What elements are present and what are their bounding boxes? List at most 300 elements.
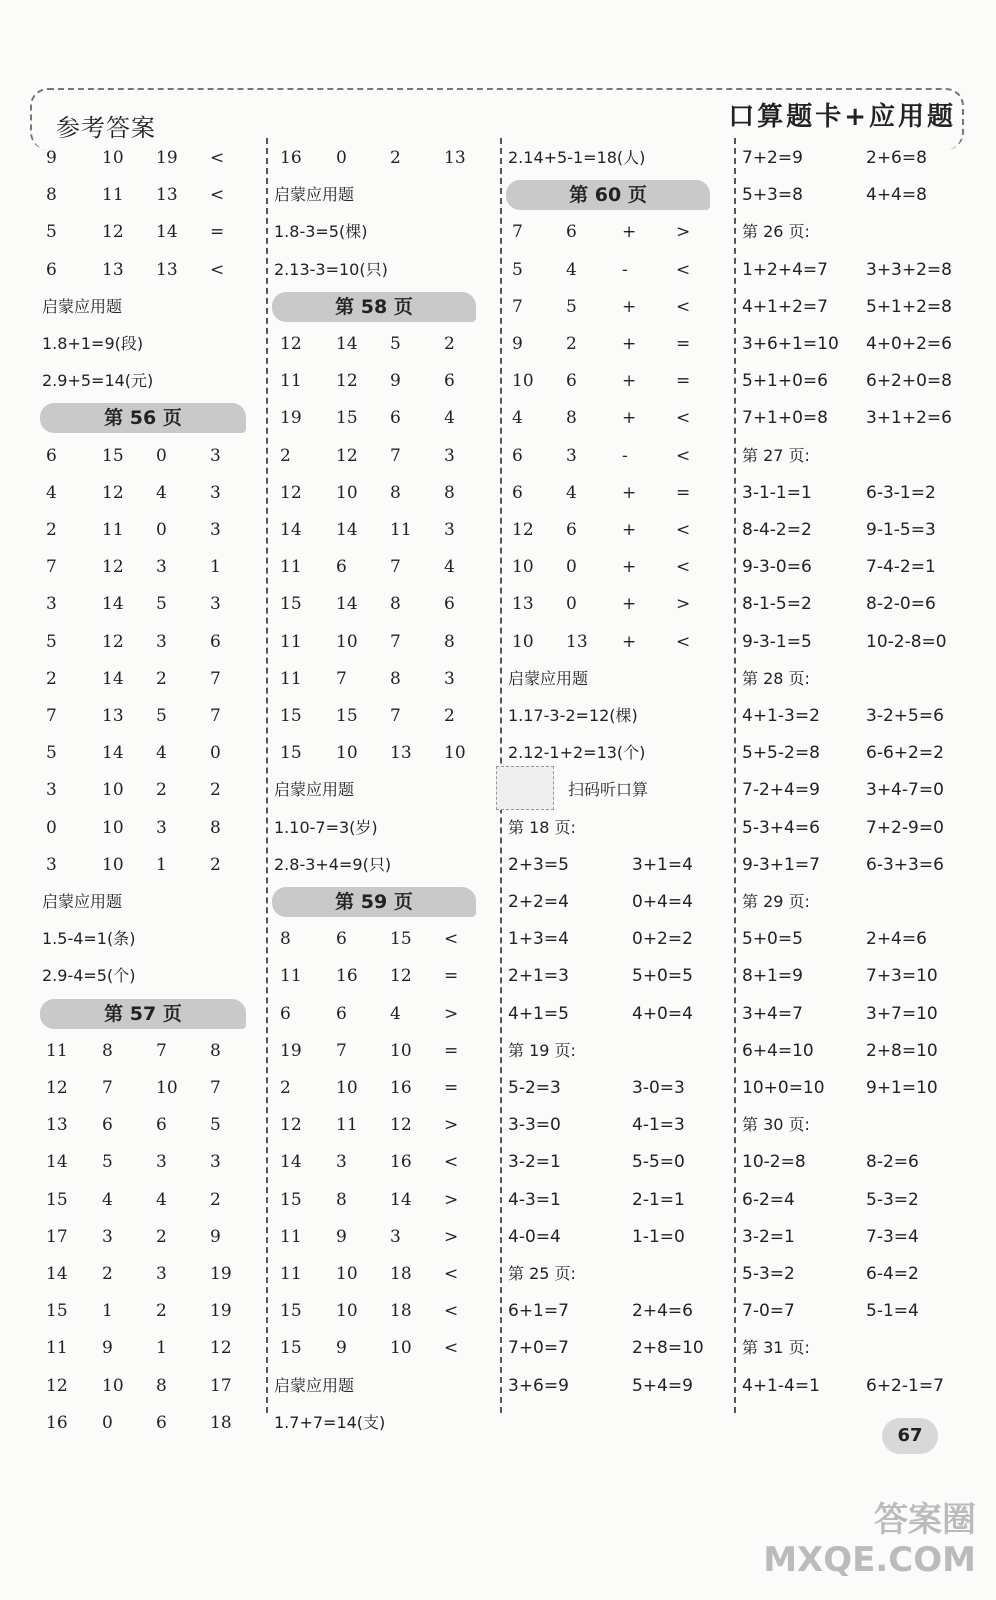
equation-answer: 3-2=1 <box>742 1226 795 1247</box>
equation-answer: 2+8=10 <box>632 1338 704 1359</box>
answer-column-2 <box>266 138 490 1432</box>
answer-cell: 7 <box>336 668 347 689</box>
answer-cell: 13 <box>102 259 124 280</box>
equation-answer: 9+1=10 <box>866 1078 938 1098</box>
answer-column-4 <box>734 138 976 1413</box>
answer-grid-row <box>36 1070 252 1106</box>
equation-pair-row <box>736 252 976 288</box>
answer-cell: 3 <box>156 631 167 652</box>
answer-cell: 15 <box>336 706 358 726</box>
answer-column-3 <box>500 138 724 1413</box>
answer-cell: > <box>444 1115 459 1136</box>
answer-cell: 3 <box>336 1152 347 1173</box>
answer-text-line <box>36 326 252 362</box>
equation-answer: 5-3=2 <box>866 1189 919 1210</box>
answer-cell: - <box>622 445 628 466</box>
equation-answer: 10-2-8=0 <box>866 631 947 652</box>
equation-pair-row <box>502 1107 724 1143</box>
answer-grid-row <box>36 772 252 808</box>
equation-answer: 4-3=1 <box>508 1189 561 1210</box>
answer-cell: 5 <box>156 706 167 726</box>
answer-cell: 7 <box>210 1078 221 1098</box>
answer-cell: 3 <box>46 854 57 875</box>
answer-text-line <box>268 252 490 288</box>
page-header-bar: 第 58 页 <box>272 292 476 322</box>
answer-grid-row <box>36 624 252 660</box>
answer-cell: 10 <box>336 631 358 652</box>
answer-cell: 14 <box>102 668 124 689</box>
answer-cell: 4 <box>512 408 523 429</box>
answer-cell: 3 <box>210 594 221 615</box>
equation-pair-row <box>736 140 976 176</box>
answer-cell: 10 <box>390 1338 412 1359</box>
answer-cell: 4 <box>156 743 167 764</box>
answer-cell: 3 <box>46 594 57 615</box>
answer-cell: 6 <box>46 445 57 466</box>
answer-cell: 0 <box>566 557 577 578</box>
answer-cell: 10 <box>102 854 124 875</box>
equation-answer: 5+1+0=6 <box>742 371 828 392</box>
answer-text-line <box>36 363 252 399</box>
answer-cell: 4 <box>566 259 577 280</box>
answer-cell: 11 <box>102 185 124 206</box>
answer-cell: 2 <box>156 780 167 801</box>
answer-cell: 11 <box>46 1338 68 1359</box>
answer-cell: 9 <box>512 334 523 354</box>
answer-cell: 7 <box>390 631 401 652</box>
equation-pair-row <box>736 326 976 362</box>
answer-text-line <box>268 1368 490 1404</box>
answer-cell: 8 <box>102 1040 113 1061</box>
answer-cell: 2 <box>390 148 401 168</box>
equation-answer: 7+1+0=8 <box>742 408 828 429</box>
answer-cell: 2 <box>210 1189 221 1210</box>
answer-cell: 15 <box>280 743 302 764</box>
equation-pair-row <box>736 810 976 846</box>
answer-cell: 1 <box>102 1301 113 1322</box>
answer-cell: = <box>676 482 691 503</box>
answer-cell: 7 <box>512 296 523 317</box>
answer-cell: 9 <box>336 1226 347 1247</box>
equation-pair-row <box>736 1144 976 1180</box>
equation-pair-row <box>736 1256 976 1292</box>
answer-cell: < <box>444 1152 459 1173</box>
answer-grid-row <box>36 177 252 213</box>
answer-text: 1.8-3=5(棵) <box>274 222 368 242</box>
answer-cell: 9 <box>210 1226 221 1247</box>
answer-text-line <box>268 177 490 213</box>
answer-cell: 3 <box>210 1152 221 1173</box>
page-number: 67 <box>882 1418 938 1454</box>
answer-cell: 17 <box>46 1226 68 1247</box>
answer-text: 第 27 页: <box>742 445 810 465</box>
equation-answer: 6-6+2=2 <box>866 743 944 764</box>
answer-grid-row <box>502 252 724 288</box>
answer-text-line <box>736 884 976 920</box>
answer-cell: 10 <box>102 780 124 801</box>
answer-cell: 5 <box>46 222 57 243</box>
answer-grid-row <box>36 1182 252 1218</box>
answer-cell: 11 <box>390 520 412 540</box>
answer-cell: 12 <box>336 371 358 392</box>
equation-pair-row <box>502 847 724 883</box>
answer-cell: 3 <box>566 445 577 466</box>
answer-cell: 9 <box>336 1338 347 1359</box>
answer-cell: 12 <box>46 1375 68 1396</box>
answer-cell: 14 <box>102 594 124 615</box>
answer-cell: 13 <box>46 1115 68 1136</box>
equation-answer: 5-3+4=6 <box>742 817 820 838</box>
equation-answer: 5+0=5 <box>632 966 693 987</box>
answer-grid-row <box>502 326 724 362</box>
answer-cell: 18 <box>390 1301 412 1322</box>
answer-cell: 0 <box>336 148 347 168</box>
answer-cell: 15 <box>336 408 358 429</box>
equation-answer: 6-2=4 <box>742 1189 795 1210</box>
answer-cell: < <box>676 445 691 466</box>
answer-text-line <box>502 140 724 176</box>
answer-grid-row <box>268 661 490 697</box>
answer-column-1 <box>36 138 252 1433</box>
equation-answer: 8-2-0=6 <box>866 594 936 615</box>
qr-code-icon <box>496 766 554 810</box>
answer-cell: = <box>676 371 691 392</box>
equation-answer: 7+0=7 <box>508 1338 569 1359</box>
answer-cell: 13 <box>102 706 124 726</box>
equation-pair-row <box>502 1330 724 1366</box>
answer-grid-row <box>268 958 490 994</box>
equation-answer: 8-2=6 <box>866 1152 919 1173</box>
equation-pair-row <box>736 624 976 660</box>
answer-grid-row <box>36 735 252 771</box>
answer-text-line <box>736 1107 976 1143</box>
answer-text: 第 31 页: <box>742 1338 810 1358</box>
answer-grid-row <box>268 1107 490 1143</box>
answer-cell: 3 <box>156 1152 167 1173</box>
answer-text: 第 19 页: <box>508 1040 576 1060</box>
answer-cell: 15 <box>46 1189 68 1210</box>
answer-cell: 11 <box>280 1226 302 1247</box>
answer-grid-row <box>268 549 490 585</box>
answer-cell: 15 <box>46 1301 68 1322</box>
answer-cell: 10 <box>102 148 124 168</box>
answer-cell: 12 <box>46 1078 68 1098</box>
answer-cell: 2 <box>444 334 455 354</box>
answer-text: 2.9+5=14(元) <box>42 371 154 391</box>
answer-cell: 11 <box>280 1264 302 1284</box>
equation-answer: 6+2+0=8 <box>866 371 952 392</box>
answer-cell: 4 <box>390 1003 401 1024</box>
answer-cell: 12 <box>280 334 302 354</box>
answer-cell: 7 <box>336 1040 347 1061</box>
answer-grid-row <box>268 363 490 399</box>
qr-label: 扫码听口算 <box>568 780 649 800</box>
answer-text: 第 29 页: <box>742 892 810 911</box>
answer-cell: + <box>622 557 637 578</box>
answer-cell: = <box>444 966 459 987</box>
equation-answer: 6+1=7 <box>508 1301 569 1322</box>
answer-cell: 6 <box>444 594 455 615</box>
equation-answer: 6+2-1=7 <box>866 1375 944 1396</box>
answer-cell: 8 <box>46 185 57 206</box>
answer-text-line <box>268 772 490 808</box>
answer-cell: + <box>622 222 637 243</box>
answer-cell: 6 <box>280 1003 291 1024</box>
page-header-bar: 第 60 页 <box>506 180 710 210</box>
answer-cell: 19 <box>156 148 178 168</box>
site-watermark <box>763 1500 976 1580</box>
answer-cell: 7 <box>512 222 523 243</box>
answer-text-line <box>268 847 490 883</box>
answer-cell: 10 <box>512 557 534 578</box>
page-header-bar: 第 59 页 <box>272 887 476 917</box>
answer-cell: 7 <box>390 706 401 726</box>
equation-answer: 4+0+2=6 <box>866 334 952 354</box>
answer-cell: 3 <box>444 520 455 540</box>
answer-text-line <box>736 1330 976 1366</box>
answer-text-line <box>502 1033 724 1069</box>
answer-grid-row <box>268 1182 490 1218</box>
answer-cell: 15 <box>280 594 302 615</box>
answer-cell: 5 <box>46 631 57 652</box>
equation-answer: 2+8=10 <box>866 1040 938 1061</box>
equation-answer: 5-1=4 <box>866 1301 919 1322</box>
equation-answer: 10+0=10 <box>742 1078 825 1098</box>
answer-cell: 5 <box>566 296 577 317</box>
answer-grid-row <box>36 1107 252 1143</box>
answer-cell: 11 <box>280 966 302 987</box>
answer-text: 1.10-7=3(岁) <box>274 817 378 837</box>
answer-text-line <box>502 661 724 697</box>
equation-answer: 5+5-2=8 <box>742 743 820 764</box>
answer-cell: 15 <box>280 1301 302 1322</box>
equation-answer: 7-3=4 <box>866 1226 919 1247</box>
answer-grid-row <box>502 586 724 622</box>
answer-cell: 16 <box>280 148 302 168</box>
answer-cell: 13 <box>390 743 412 764</box>
equation-pair-row <box>736 772 976 808</box>
answer-grid-row <box>36 438 252 474</box>
equation-answer: 3-2+5=6 <box>866 706 944 726</box>
answer-cell: 10 <box>336 1264 358 1284</box>
answer-cell: 16 <box>336 966 358 987</box>
page-section-header <box>502 177 724 213</box>
answer-grid-row <box>268 698 490 734</box>
equation-pair-row <box>502 958 724 994</box>
answer-cell: 0 <box>566 594 577 615</box>
answer-cell: 1 <box>156 1338 167 1359</box>
answer-grid-row <box>36 847 252 883</box>
equation-answer: 5-3=2 <box>742 1264 795 1284</box>
answer-grid-row <box>268 438 490 474</box>
answer-cell: 11 <box>280 668 302 689</box>
equation-answer: 10-2=8 <box>742 1152 806 1173</box>
equation-answer: 0+2=2 <box>632 929 693 950</box>
answer-cell: < <box>444 929 459 950</box>
answer-cell: 6 <box>512 445 523 466</box>
equation-answer: 9-1-5=3 <box>866 520 936 540</box>
answer-cell: 0 <box>102 1412 113 1433</box>
answer-cell: 7 <box>210 668 221 689</box>
equation-answer: 3+1+2=6 <box>866 408 952 429</box>
page-section-header <box>36 996 252 1032</box>
answer-cell: < <box>676 520 691 540</box>
answer-cell: 13 <box>156 259 178 280</box>
equation-answer: 5+3=8 <box>742 185 803 206</box>
answer-cell: 14 <box>156 222 178 243</box>
answer-cell: 10 <box>512 371 534 392</box>
answer-text: 2.8-3+4=9(只) <box>274 854 392 874</box>
answer-cell: 19 <box>210 1264 232 1284</box>
answer-cell: < <box>444 1301 459 1322</box>
answer-cell: 8 <box>210 1040 221 1061</box>
answer-cell: 0 <box>46 817 57 838</box>
answer-cell: 3 <box>210 520 221 540</box>
equation-pair-row <box>502 884 724 920</box>
answer-cell: 6 <box>512 482 523 503</box>
answer-cell: 3 <box>210 445 221 466</box>
answer-cell: 12 <box>336 445 358 466</box>
page-header-bar: 第 56 页 <box>40 403 246 433</box>
answer-cell: < <box>210 148 225 168</box>
answer-cell: > <box>676 222 691 243</box>
answer-text-line <box>36 921 252 957</box>
answer-grid-row <box>36 1293 252 1329</box>
answer-cell: 15 <box>280 706 302 726</box>
answer-text: 1.8+1=9(段) <box>42 334 144 353</box>
answer-cell: 7 <box>156 1040 167 1061</box>
answer-cell: 7 <box>210 706 221 726</box>
answer-text: 2.12-1+2=13(个) <box>508 743 646 763</box>
page-section-header <box>36 400 252 436</box>
equation-answer: 0+4=4 <box>632 892 693 912</box>
equation-answer: 5+0=5 <box>742 929 803 950</box>
answer-cell: 3 <box>156 1264 167 1284</box>
answer-cell: 10 <box>512 631 534 652</box>
answer-text: 启蒙应用题 <box>42 296 123 316</box>
equation-answer: 3+7=10 <box>866 1003 938 1024</box>
answer-cell: 12 <box>102 482 124 503</box>
answer-grid-row <box>268 1144 490 1180</box>
equation-pair-row <box>736 1070 976 1106</box>
answer-text-line <box>736 214 976 250</box>
answer-cell: 6 <box>566 222 577 243</box>
answer-grid-row <box>268 735 490 771</box>
answer-cell: + <box>622 482 637 503</box>
equation-answer: 9-3-0=6 <box>742 557 812 578</box>
equation-pair-row <box>736 1182 976 1218</box>
equation-answer: 7-0=7 <box>742 1301 795 1322</box>
equation-answer: 4-1=3 <box>632 1115 685 1136</box>
answer-cell: < <box>676 259 691 280</box>
answer-cell: 15 <box>390 929 412 950</box>
answer-grid-row <box>36 252 252 288</box>
answer-cell: < <box>676 557 691 578</box>
equation-answer: 2+4=6 <box>632 1301 693 1322</box>
equation-answer: 4+1-3=2 <box>742 706 820 726</box>
answer-cell: 13 <box>156 185 178 206</box>
answer-cell: 16 <box>46 1412 68 1433</box>
answer-grid-row <box>36 586 252 622</box>
answer-cell: 9 <box>102 1338 113 1359</box>
answer-cell: 2 <box>210 854 221 875</box>
answer-grid-row <box>268 1293 490 1329</box>
answer-cell: < <box>676 408 691 429</box>
answer-cell: < <box>676 296 691 317</box>
answer-cell: 5 <box>46 743 57 764</box>
equation-pair-row <box>736 996 976 1032</box>
answer-cell: 19 <box>280 408 302 429</box>
answer-cell: 6 <box>156 1412 167 1433</box>
answer-cell: 8 <box>156 1375 167 1396</box>
equation-pair-row <box>502 996 724 1032</box>
answer-cell: = <box>444 1078 459 1098</box>
equation-pair-row <box>736 363 976 399</box>
answer-cell: 3 <box>390 1226 401 1247</box>
answer-grid-row <box>502 400 724 436</box>
answer-text: 2.9-4=5(个) <box>42 966 136 986</box>
equation-answer: 5-5=0 <box>632 1152 685 1173</box>
answer-cell: 2 <box>280 1078 291 1098</box>
equation-answer: 3-3=0 <box>508 1115 561 1136</box>
equation-answer: 3-1-1=1 <box>742 482 812 503</box>
answer-grid-row <box>268 624 490 660</box>
equation-answer: 3+1=4 <box>632 854 693 875</box>
equation-answer: 3+4=7 <box>742 1003 803 1024</box>
answer-cell: + <box>622 408 637 429</box>
answer-cell: 4 <box>444 557 455 578</box>
answer-grid-row <box>268 1256 490 1292</box>
answer-text: 第 30 页: <box>742 1115 810 1135</box>
answer-text: 2.14+5-1=18(人) <box>508 148 646 167</box>
answer-cell: 2 <box>156 1301 167 1322</box>
answer-cell: 2 <box>102 1264 113 1284</box>
answer-cell: 1 <box>210 557 221 578</box>
answer-text: 1.5-4=1(条) <box>42 929 136 949</box>
answer-cell: 4 <box>156 1189 167 1210</box>
answer-cell: 14 <box>46 1264 68 1284</box>
answer-cell: 8 <box>390 668 401 689</box>
answer-cell: 11 <box>280 557 302 578</box>
answer-grid-row <box>502 289 724 325</box>
equation-answer: 7-2+4=9 <box>742 780 820 801</box>
answer-cell: 8 <box>444 631 455 652</box>
answer-grid-row <box>268 996 490 1032</box>
equation-pair-row <box>502 1368 724 1404</box>
equation-answer: 3+6=9 <box>508 1375 569 1396</box>
answer-cell: 0 <box>156 520 167 540</box>
answer-cell: 6 <box>336 557 347 578</box>
answer-text: 第 18 页: <box>508 817 576 837</box>
answer-grid-row <box>36 698 252 734</box>
answer-text: 启蒙应用题 <box>42 892 123 911</box>
answer-grid-row <box>268 921 490 957</box>
answer-cell: < <box>210 259 225 280</box>
answer-cell: 9 <box>46 148 57 168</box>
answer-cell: 8 <box>210 817 221 838</box>
answer-cell: 6 <box>444 371 455 392</box>
answer-cell: 4 <box>566 482 577 503</box>
answer-cell: 18 <box>210 1412 232 1433</box>
answer-cell: 5 <box>156 594 167 615</box>
answer-cell: < <box>444 1338 459 1359</box>
answer-cell: 19 <box>280 1040 302 1061</box>
equation-answer: 2+1=3 <box>508 966 569 987</box>
answer-grid-row <box>36 475 252 511</box>
answer-cell: 14 <box>102 743 124 764</box>
answer-cell: 2 <box>156 668 167 689</box>
equation-pair-row <box>736 512 976 548</box>
